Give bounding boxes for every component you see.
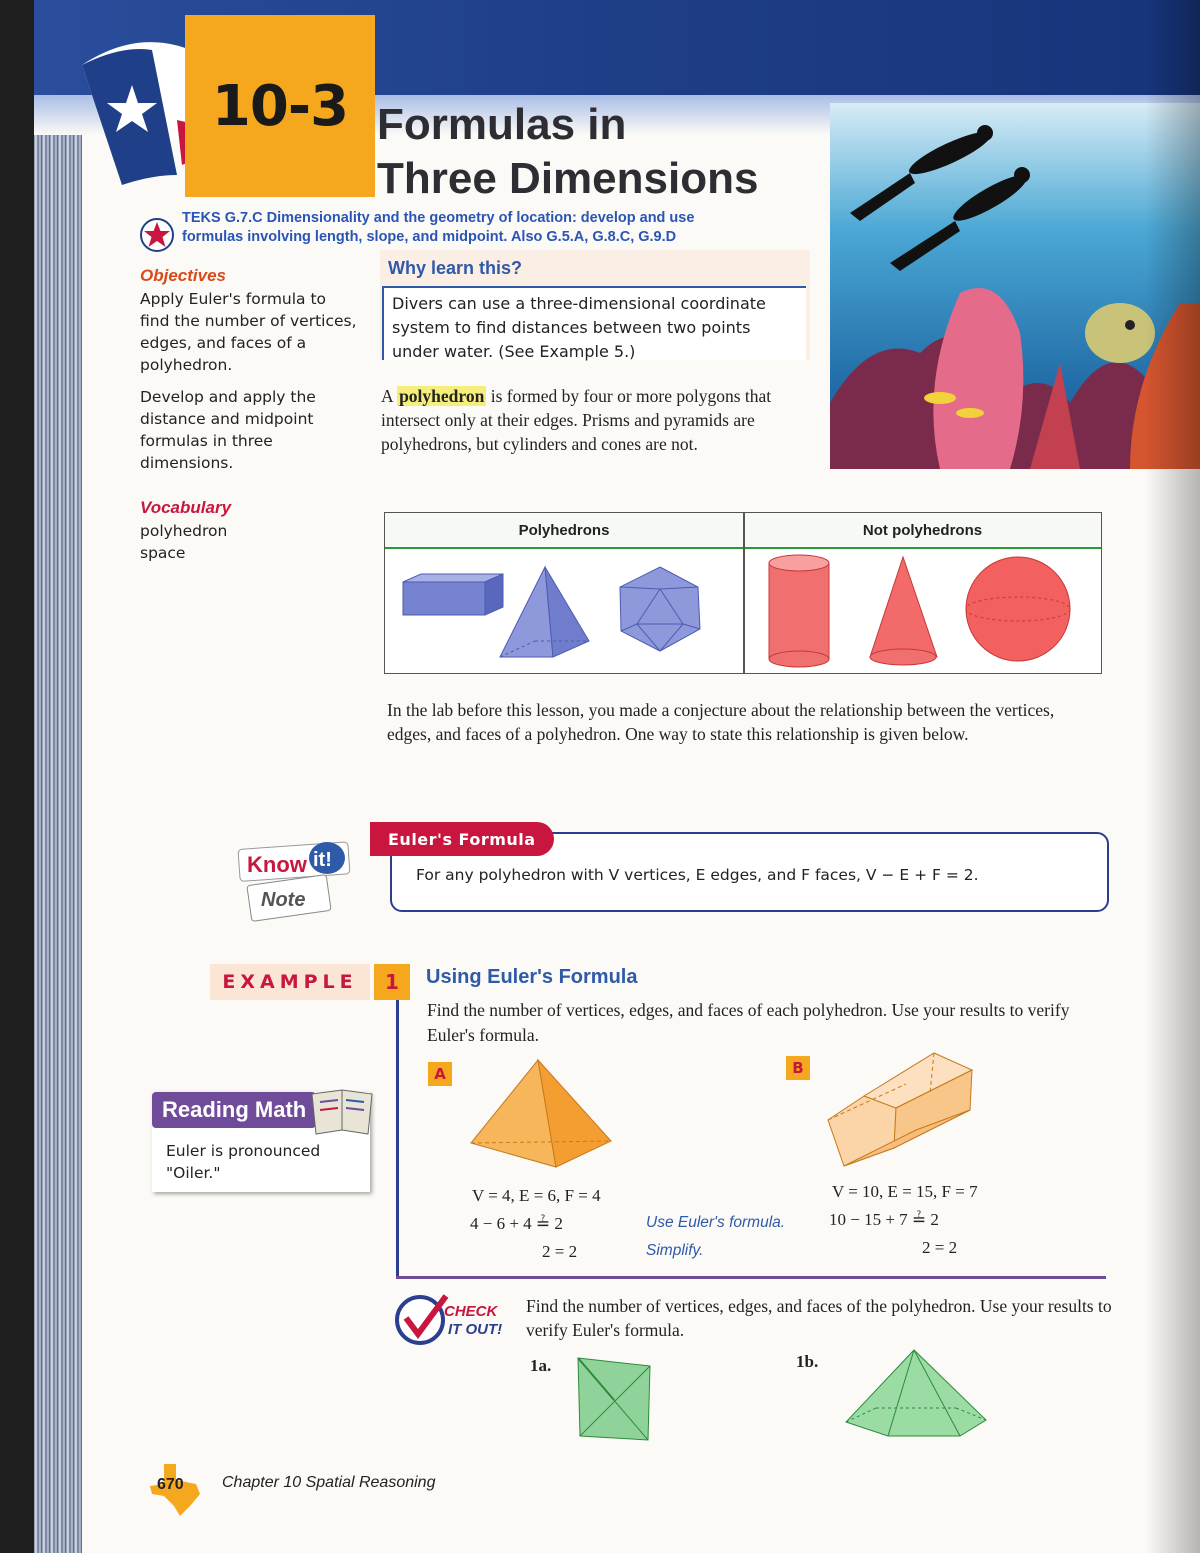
check-word: CHECK	[444, 1303, 498, 1320]
example-border-bottom	[396, 1276, 1106, 1279]
vocabulary-term: polyhedron	[399, 386, 485, 406]
know-it-exclaim: it!	[313, 849, 332, 871]
sphere-icon	[966, 557, 1070, 661]
polyhedron-definition	[381, 384, 776, 456]
vocabulary-item: space	[140, 544, 186, 562]
table-header-not-polyhedrons: Not polyhedrons	[744, 513, 1101, 549]
exercise-1b-label: 1b.	[796, 1352, 819, 1371]
check-it-out-badge-icon	[394, 1292, 516, 1348]
title-line-2: Three Dimensions	[377, 154, 759, 203]
part-a-result: 2 = 2	[542, 1242, 578, 1261]
objectives-heading: Objectives	[140, 266, 226, 285]
shapes-row	[385, 549, 1101, 671]
euler-formula-text: For any polyhedron with V vertices, E edges, and F faces, V − E + F = 2.	[416, 866, 979, 884]
teks-standard	[182, 209, 712, 247]
page-spine-edge	[34, 0, 82, 1553]
why-body: Divers can use a three-dimensional coordinate system to find distances between two points under water. (See Example 5.)	[382, 286, 806, 360]
part-a-substitution: 4 − 6 + 4 ≟ 2	[470, 1214, 563, 1233]
part-a-values: V = 4, E = 6, F = 4	[472, 1186, 601, 1205]
it-out-word: IT OUT!	[448, 1321, 503, 1338]
example-border-left	[396, 1000, 399, 1278]
vocabulary-item: polyhedron	[140, 522, 228, 540]
definition-text: is formed by four or more polygons that intersect only at their edges. Prisms and pyramids are polyhedrons, but cylinders and cones are not.	[381, 386, 772, 454]
part-a-label: A	[428, 1062, 452, 1086]
objective-item: Apply Euler's formula to find the number of vertices, edges, and faces of a polyhedron.	[140, 290, 357, 374]
part-b-substitution: 10 − 15 + 7 ≟ 2	[829, 1210, 939, 1229]
reading-math-heading: Reading Math	[152, 1092, 316, 1128]
lesson-number: 10-3	[185, 15, 375, 197]
table-header-polyhedrons: Polyhedrons	[385, 513, 743, 549]
check-it-out-text: Find the number of vertices, edges, and faces of the polyhedron. Use your results to verify Euler's formula.	[526, 1296, 1112, 1340]
page-curl-shadow	[1145, 0, 1200, 1553]
rectangular-prism-icon	[403, 574, 503, 615]
pentagonal-prism-figure	[824, 1048, 984, 1173]
polyhedron-comparison-table	[384, 512, 1102, 674]
note-simplify: Simplify.	[646, 1242, 704, 1259]
definition-prefix: A	[381, 386, 398, 406]
objective-item: Develop and apply the distance and midpoint formulas in three dimensions.	[140, 388, 316, 472]
triangular-pyramid-figure	[466, 1055, 616, 1175]
chapter-title: Chapter 10 Spatial Reasoning	[222, 1474, 436, 1491]
teks-star-icon	[140, 218, 174, 252]
example-instructions: Find the number of vertices, edges, and faces of each polyhedron. Use your results to verify Euler's formula.	[427, 1000, 1070, 1045]
why-learn-this-box	[380, 250, 810, 360]
example-number: 1	[374, 964, 410, 1000]
example-label: EXAMPLE	[210, 964, 370, 1000]
exercise-1a-label: 1a.	[530, 1356, 552, 1375]
reading-math-box	[152, 1092, 370, 1192]
know-it-word: Know	[247, 852, 307, 877]
objectives-panel	[140, 266, 360, 564]
reading-math-body: Euler is pronounced "Oiler."	[166, 1142, 321, 1182]
book-icon	[308, 1086, 376, 1138]
vocabulary-heading: Vocabulary	[140, 498, 232, 517]
teks-line-2: formulas involving length, slope, and midpoint. Also G.5.A, G.8.C, G.9.D	[182, 229, 677, 245]
example-title: Using Euler's Formula	[426, 966, 638, 988]
euler-formula-heading: Euler's Formula	[370, 822, 554, 856]
cylinder-icon	[769, 555, 829, 667]
lab-paragraph: In the lab before this lesson, you made a conjecture about the relationship between the vertices, edges, and faces of a polyhedron. One way to state this relationship is given below.	[387, 700, 1055, 744]
teks-line-1: TEKS G.7.C Dimensionality and the geometry of location: develop and use	[182, 210, 695, 226]
lesson-title	[377, 98, 807, 206]
part-b-values: V = 10, E = 15, F = 7	[832, 1182, 978, 1201]
icosahedron-icon	[620, 567, 700, 651]
title-line-1: Formulas in	[377, 100, 627, 149]
page-number: 670	[157, 1476, 184, 1493]
know-it-note-icon	[229, 828, 379, 923]
note-word: Note	[261, 889, 306, 911]
square-pyramid-icon	[500, 567, 589, 657]
hexagonal-pyramid-figure	[840, 1346, 990, 1444]
note-use-formula: Use Euler's formula.	[646, 1214, 786, 1231]
part-b-label: B	[786, 1056, 810, 1080]
textbook-page	[34, 0, 1200, 1553]
cone-icon	[870, 557, 937, 665]
part-b-result: 2 = 2	[922, 1238, 958, 1257]
octahedron-figure	[572, 1352, 657, 1446]
why-heading: Why learn this?	[388, 258, 523, 278]
